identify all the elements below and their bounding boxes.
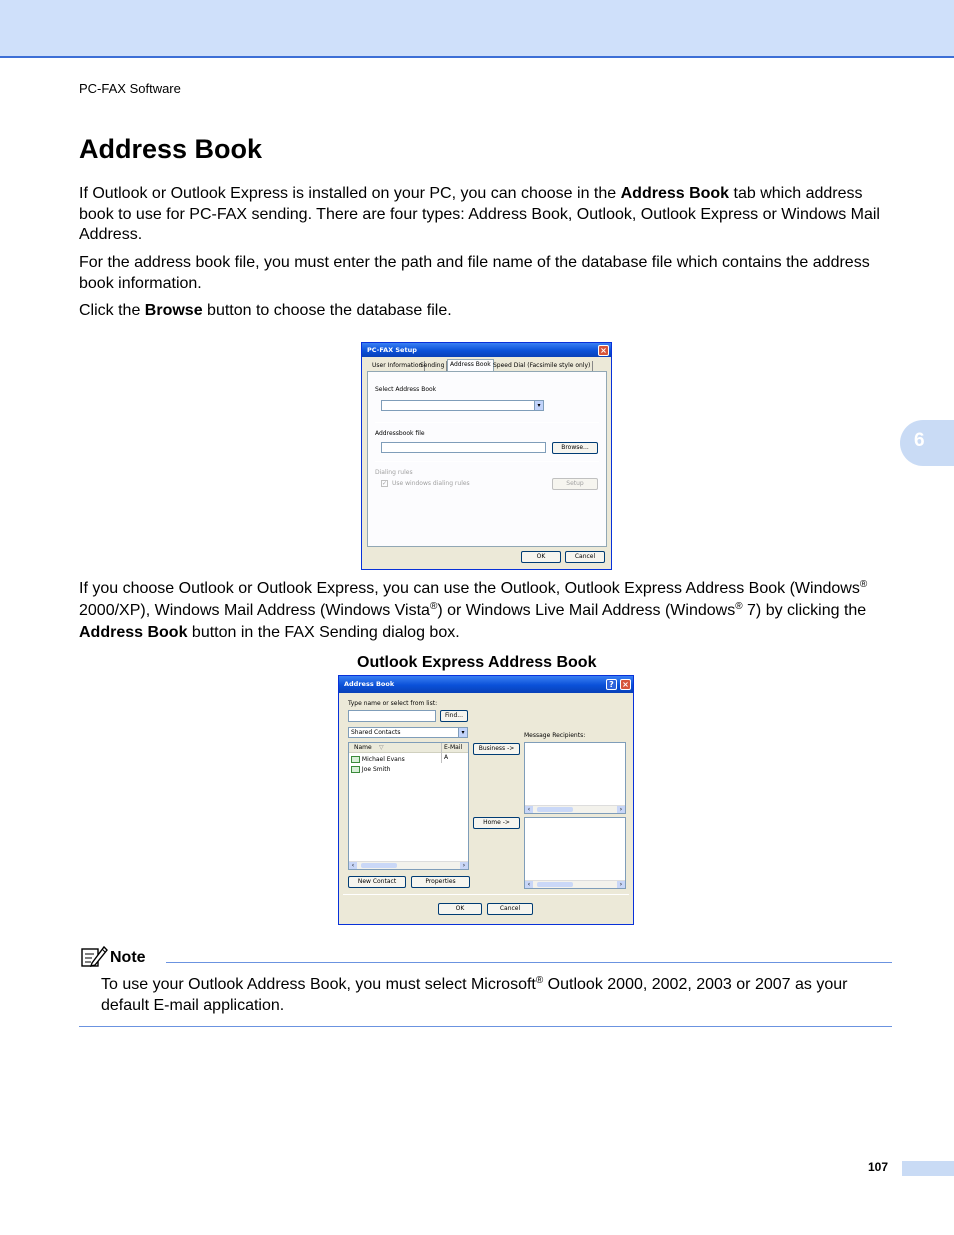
horizontal-scrollbar[interactable] (525, 880, 625, 888)
cancel-button[interactable]: Cancel (565, 551, 605, 563)
figure-caption: Outlook Express Address Book (357, 654, 597, 671)
list-item[interactable]: Joe Smith (351, 765, 390, 775)
help-icon[interactable]: ? (606, 679, 617, 690)
close-icon[interactable]: × (598, 345, 609, 356)
separator (375, 461, 599, 462)
top-band (0, 0, 954, 58)
setup-titlebar: PC-FAX Setup (362, 343, 611, 357)
paragraph-outlook: If you choose Outlook or Outlook Express, you can use the Outlook, Outlook Express Address Book (Windows® 2000/XP), Windows Mail Address (Windows Vista®) or Windows Live Mail Address (Windows® 7) by clicking the Address Book button in the FAX Sending dialog box. (79, 579, 868, 641)
note-title: Note (110, 949, 146, 966)
column-email[interactable]: E-Mail A (441, 743, 468, 763)
chapter-number: 6 (914, 430, 925, 451)
horizontal-scrollbar[interactable] (349, 861, 468, 869)
tab-address-book[interactable]: Address Book (447, 359, 494, 372)
ok-button[interactable]: OK (521, 551, 561, 563)
scroll-thumb[interactable] (537, 882, 573, 887)
select-address-book-label: Select Address Book (375, 386, 437, 393)
setup-tab-panel (367, 371, 607, 547)
scroll-right-icon[interactable]: › (460, 862, 468, 869)
note-pencil-icon (80, 944, 108, 968)
find-button[interactable]: Find... (440, 710, 468, 722)
scroll-right-icon[interactable]: › (617, 881, 625, 888)
column-name[interactable]: Name (354, 744, 372, 751)
properties-button[interactable]: Properties (411, 876, 470, 888)
contact-card-icon (351, 766, 360, 773)
type-name-input[interactable] (348, 710, 436, 722)
chapter-tab (900, 420, 954, 466)
note-text: To use your Outlook Address Book, you must select Microsoft® Outlook 2000, 2002, 2003 or 2007 as your default E-mail application. (101, 975, 848, 1014)
pcfax-setup-dialog (361, 342, 612, 570)
separator (375, 422, 599, 423)
address-book-select[interactable] (381, 400, 544, 411)
message-recipients-label: Message Recipients: (524, 732, 586, 739)
cancel-button[interactable]: Cancel (487, 903, 533, 915)
scroll-left-icon[interactable]: ‹ (525, 881, 533, 888)
scroll-thumb[interactable] (537, 807, 573, 812)
list-item[interactable]: Michael Evans (351, 755, 405, 765)
use-windows-rules-label: Use windows dialing rules (392, 480, 470, 487)
scroll-right-icon[interactable]: › (617, 806, 625, 813)
paragraph-browse: Click the Browse button to choose the database file. (79, 302, 452, 319)
close-icon[interactable]: × (620, 679, 631, 690)
sort-icon: ▽ (379, 744, 384, 751)
ok-button[interactable]: OK (438, 903, 482, 915)
new-contact-button[interactable]: New Contact (348, 876, 406, 888)
note-bottom-rule (79, 1026, 892, 1027)
home-recipients-list[interactable] (524, 817, 626, 889)
use-windows-rules-checkbox[interactable]: ✓ (382, 480, 388, 487)
address-book-dialog (338, 675, 634, 925)
page-number: 107 (868, 1160, 889, 1174)
scroll-left-icon[interactable]: ‹ (525, 806, 533, 813)
note-rule (166, 962, 892, 963)
address-titlebar: Address Book (339, 676, 633, 693)
paragraph-file: For the address book file, you must enter the path and file name of the database file which contains the address book information. (79, 254, 870, 292)
contacts-list[interactable] (348, 742, 469, 870)
running-header: PC-FAX Software (79, 81, 181, 96)
horizontal-scrollbar[interactable] (525, 805, 625, 813)
setup-button[interactable]: Setup (552, 478, 598, 490)
addressbook-file-label: Addressbook file (375, 430, 425, 437)
business-button[interactable]: Business -> (473, 743, 520, 755)
browse-button[interactable]: Browse... (552, 442, 598, 454)
dialing-rules-label: Dialing rules (375, 469, 413, 476)
addressbook-file-input[interactable] (381, 442, 546, 453)
scroll-left-icon[interactable]: ‹ (349, 862, 357, 869)
home-button[interactable]: Home -> (473, 817, 520, 829)
separator (343, 894, 629, 895)
tab-sending[interactable]: Sending (418, 361, 447, 372)
chevron-down-icon[interactable]: ▾ (458, 728, 467, 737)
paragraph-intro: If Outlook or Outlook Express is installed on your PC, you can choose in the Address Book tab which address book to use for PC-FAX sending. There are four types: Address Book, Outlook, Outlook Express or Windows Mail Address. (79, 185, 880, 243)
contacts-folder-select[interactable]: Shared Contacts ▾ (348, 727, 468, 738)
page-number-bar (902, 1161, 954, 1176)
contact-card-icon (351, 756, 360, 763)
scroll-thumb[interactable] (361, 863, 397, 868)
page-title: Address Book (79, 134, 263, 164)
type-name-label: Type name or select from list: (348, 700, 438, 707)
tab-user-information[interactable]: User Information (370, 361, 425, 372)
business-recipients-list[interactable] (524, 742, 626, 814)
chevron-down-icon[interactable]: ▾ (534, 401, 543, 410)
tab-speed-dial[interactable]: Speed Dial (Facsimile style only) (491, 361, 593, 372)
